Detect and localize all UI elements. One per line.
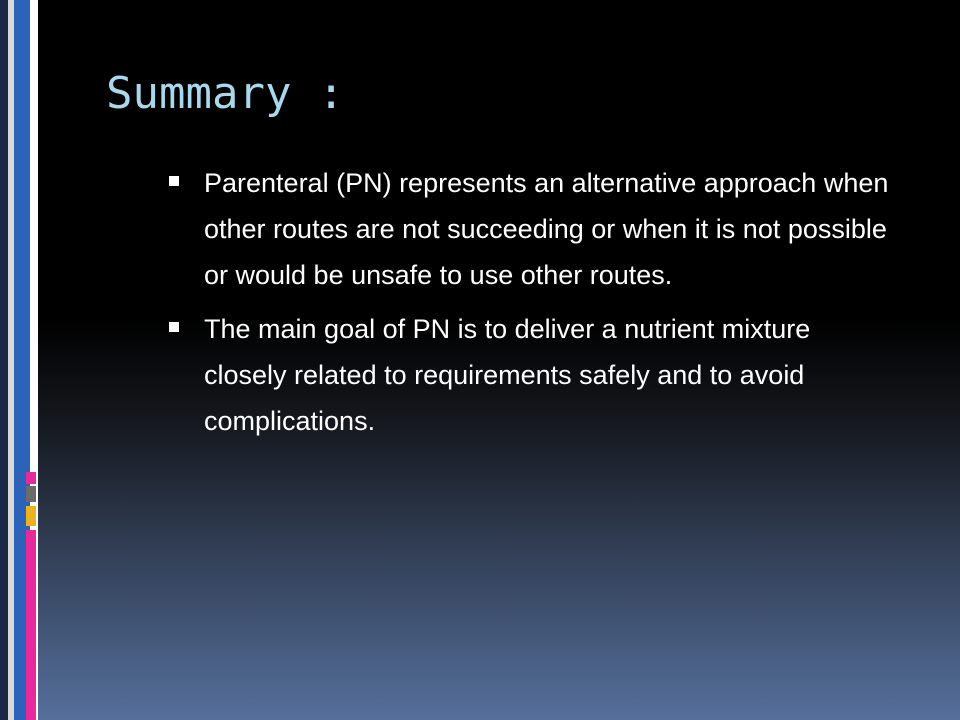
square-bullet-icon	[169, 176, 179, 186]
bullet-list	[166, 160, 896, 452]
decor-accent-pink-top	[26, 472, 36, 484]
decor-bar-dark-blue	[0, 0, 8, 720]
square-bullet-icon	[169, 322, 179, 332]
decor-accent-grey	[26, 486, 36, 502]
bullet-item	[166, 306, 896, 444]
decor-accent-yellow	[26, 506, 36, 526]
bullet-text: The main goal of PN is to deliver a nutrient mixture closely related to requirements safely and to avoid complications.	[204, 314, 811, 436]
slide-canvas	[38, 0, 960, 720]
bullet-item	[166, 160, 896, 298]
decor-accent-pink-bottom	[26, 530, 36, 720]
slide-title: Summary :	[106, 68, 345, 119]
bullet-text: Parenteral (PN) represents an alternative approach when other routes are not succeeding or when it is not possible or would be unsafe to use other routes.	[204, 168, 889, 290]
